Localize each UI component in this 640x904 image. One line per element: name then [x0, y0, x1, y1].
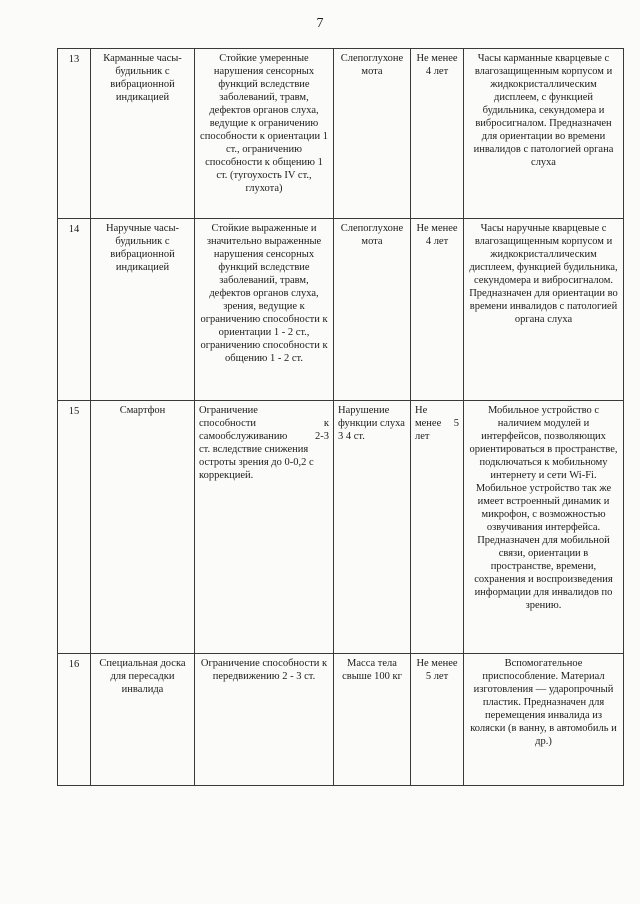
- term-line: Не: [415, 405, 428, 416]
- row-number: 15: [58, 401, 91, 654]
- medical-criteria: Ограничение способности к передвижению 2 - 3 ст.: [195, 654, 334, 786]
- diagnosis: Масса тела свыше 100 кг: [334, 654, 411, 786]
- device-description: Вспомогательное приспособление. Материал изготовления — ударопрочный пластик. Предназначен для перемещения инвалида из коляски (в ванну, в автомобиль и др.): [464, 654, 624, 786]
- usage-term: Не менее 5 лет: [411, 654, 464, 786]
- device-name: Наручные часы-будильник с вибрационной индикацией: [91, 219, 195, 401]
- device-description: Мобильное устройство с наличием модулей и интерфейсов, позволяющих ориентироваться в пространстве, подключаться к мобильному интернету и сети Wi-Fi. Мобильное устройство так же имеет встроенный динамик и микрофон, с возможностью озвучивания интерфейса. Предназначен для мобильной связи, ориентации в пространстве, времени, сохранения и воспроизведения информации для инвалидов по зрению.: [464, 401, 624, 654]
- criteria-line: ст. вследствие снижения: [199, 444, 309, 455]
- row-number: 14: [58, 219, 91, 401]
- diagnosis: Слепоглухонемота: [334, 219, 411, 401]
- criteria-line: способности к: [199, 418, 329, 429]
- device-description: Часы карманные кварцевые с влагозащищенным корпусом и жидкокристаллическим дисплеем, с функцией будильника, секундомера и вибросигналом. Предназначен для ориентации во времени инвалидов с патологией органа слуха: [464, 49, 624, 219]
- medical-criteria: Стойкие выраженные и значительно выраженные нарушения сенсорных функций вследствие заболеваний, травм, дефектов органов слуха, зрения, ведущие к ограничению способности к ориентации 1 - 2 ст., ограничению способности к общению 1 - 2 ст.: [195, 219, 334, 401]
- criteria-line: Ограничение: [199, 405, 258, 416]
- device-description: Часы наручные кварцевые с влагозащищенным корпусом и жидкокристаллическим дисплеем, функцией будильника, секундомера и вибросигналом. Предназначен для ориентации во времени инвалидов с патологией органа слуха: [464, 219, 624, 401]
- usage-term: [411, 401, 464, 654]
- criteria-line: остроты зрения до 0-0,2 с: [199, 457, 314, 468]
- row-number: 13: [58, 49, 91, 219]
- page-number: 7: [316, 16, 324, 31]
- criteria-line: самообслуживанию 2-3: [199, 431, 329, 442]
- term-line: лет: [415, 431, 430, 442]
- diagnosis: Нарушение функции слуха 3 4 ст.: [334, 401, 411, 654]
- device-name: Карманные часы-будильник с вибрационной индикацией: [91, 49, 195, 219]
- diagnosis: Слепоглухонемота: [334, 49, 411, 219]
- device-name: Специальная доска для пересадки инвалида: [91, 654, 195, 786]
- medical-criteria: Стойкие умеренные нарушения сенсорных функций вследствие заболеваний, травм, дефектов органов слуха, ведущие к ограничению способности к ориентации 1 ст., ограничению способности к общению 1 ст. (тугоухость IV ст., глухота): [195, 49, 334, 219]
- term-line: менее 5: [415, 418, 459, 429]
- usage-term: Не менее 4 лет: [411, 49, 464, 219]
- table-row: [58, 654, 624, 786]
- medical-criteria: [195, 401, 334, 654]
- table-row: [58, 219, 624, 401]
- table-row: [58, 49, 624, 219]
- device-name: Смартфон: [91, 401, 195, 654]
- usage-term: Не менее 4 лет: [411, 219, 464, 401]
- devices-table: [57, 48, 624, 786]
- table-row: [58, 401, 624, 654]
- criteria-line: коррекцией.: [199, 470, 254, 481]
- row-number: 16: [58, 654, 91, 786]
